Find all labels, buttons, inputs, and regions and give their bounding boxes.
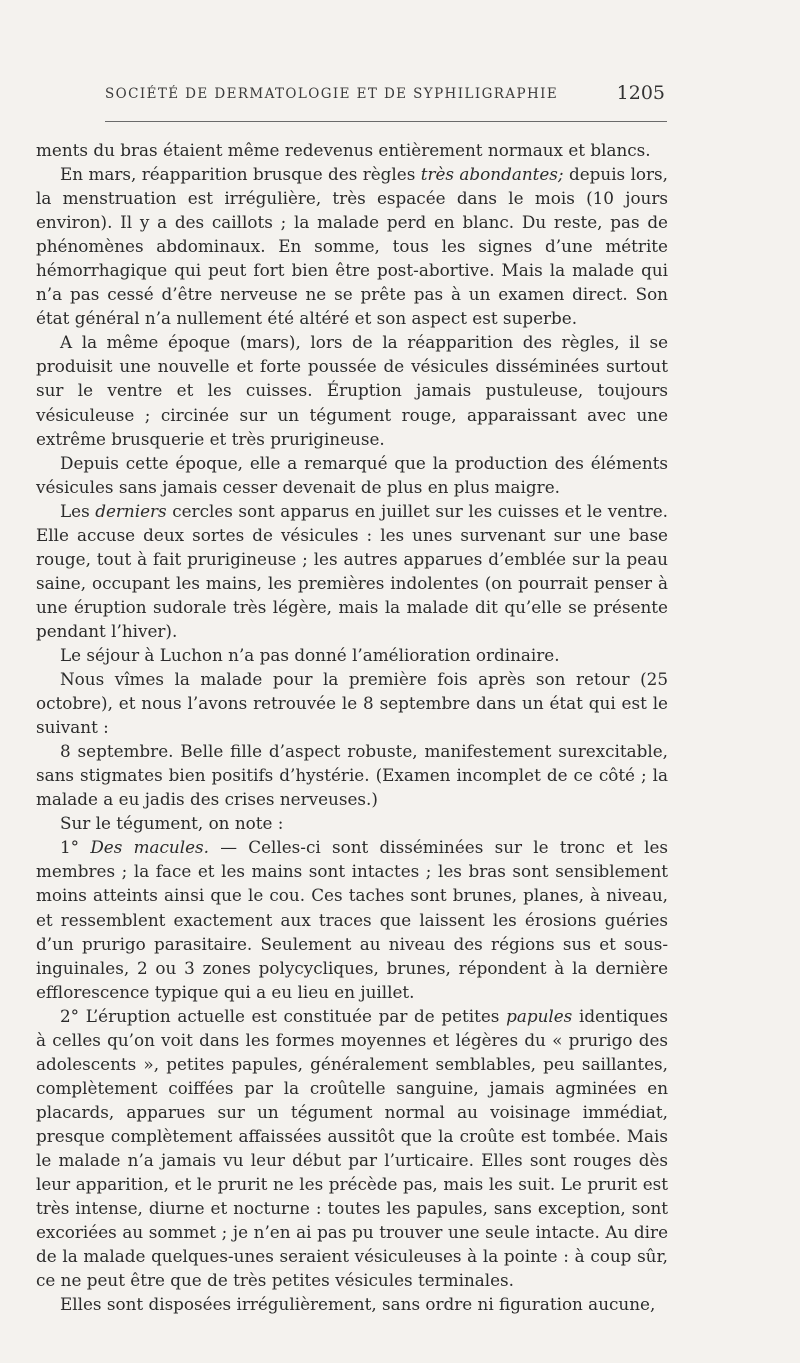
paragraph: Nous vîmes la malade pour la première fois après son retour (25 octobre), et nous l’avons retrouvée le 8 septembre dans un état qui est le suivant : (36, 669, 668, 738)
paragraph: En mars, réapparition brusque des règles très abondantes; depuis lors, la menstruation est irrégulière, très espacée dans le mois (10 jours environ). Il y a des caillots ; la malade perd en blanc. Du reste, pas de phénomènes abdominaux. En somme, tous les signes d’une métrite hémorrhagique qui peut fort bien être post-abortive. Mais la malade qui n’a pas cessé d’être nerveuse ne se prête pas à un examen direct. Son état général n’a nullement été altéré et son aspect est superbe. (36, 164, 669, 329)
paragraph: Elles sont disposées irrégulièrement, sans ordre ni figuration aucune, (60, 1294, 656, 1315)
italic-phrase: Des macules. (90, 837, 209, 858)
paragraph: ments du bras étaient même redevenus entièrement normaux et blancs. (36, 140, 651, 160)
paragraph: 8 septembre. Belle fille d’aspect robuste, manifestement surexcitable, sans stigmates bien positifs d’hystérie. (Examen incomplet de ce côté ; la malade a eu jadis des crises nerveuses.) (36, 741, 668, 810)
paragraph: A la même époque (mars), lors de la réapparition des règles, il se produisit une nouvelle et forte poussée de vésicules disséminées surtout sur le ventre et les cuisses. Éruption jamais pustuleuse, toujours vésiculeuse ; circinée sur un tégument rouge, apparaissant avec une extrême brusquerie et très prurigineuse. (36, 332, 668, 449)
paragraph: 1° Des macules. — Celles-ci sont disséminées sur le tronc et les membres ; la face et les mains sont intactes ; les bras sont sensiblement moins atteints ainsi que le cou. Ces taches sont brunes, planes, à niveau, et ressemblent exactement aux traces que laissent les érosions guéries d’un prurigo parasitaire. Seulement au niveau des régions sus et sous-inguinales, 2 ou 3 zones polycycliques, brunes, répondent à la dernière efflorescence typique qui a eu lieu en juillet. (36, 837, 669, 1002)
italic-phrase: très abondantes; (420, 164, 564, 185)
paragraph: Depuis cette époque, elle a remarqué que la production des éléments vésicules sans jamais cesser devenait de plus en plus maigre. (36, 452, 668, 497)
body-text (36, 138, 668, 1316)
italic-phrase: derniers (95, 500, 167, 521)
paragraph: Les derniers cercles sont apparus en juillet sur les cuisses et le ventre. Elle accuse deux sortes de vésicules : les unes survenant sur une base rouge, tout à fait prurigineuse ; les autres apparues d’emblée sur la peau saine, occupant les mains, les premières indolentes (on pourrait penser à une éruption sudorale très légère, mais la malade dit qu’elle se présente pendant l’hiver). (36, 500, 668, 641)
italic-phrase: papules (506, 1005, 573, 1026)
page-header (105, 82, 665, 110)
running-title: SOCIÉTÉ DE DERMATOLOGIE ET DE SYPHILIGRAPHIE (105, 86, 559, 102)
page-number: 1205 (616, 82, 665, 104)
paragraph: Le séjour à Luchon n’a pas donné l’amélioration ordinaire. (60, 644, 560, 665)
header-rule (105, 121, 667, 122)
paragraph: Sur le tégument, on note : (60, 813, 284, 834)
paragraph: 2° L’éruption actuelle est constituée par de petites papules identiques à celles qu’on voit dans les formes moyennes et légères du « prurigo des adolescents », petites papules, généralement semblables, peu saillantes, complètement coiffées par la croûtelle sanguine, jamais agminées en placards, apparues sur un tégument normal au voisinage immédiat, presque complètement affaissées aussitôt que la croûte est tombée. Mais le malade n’a jamais vu leur début par l’urticaire. Elles sont rouges dès leur apparition, et le prurit ne les précède pas, mais les suit. Le prurit est très intense, diurne et nocturne : toutes les papules, sans exception, sont excoriées au sommet ; je n’en ai pas pu trouver une seule intacte. Au dire de la malade quelques-unes seraient vésiculeuses à la pointe : à coup sûr, ce ne peut être que de très petites vésicules terminales. (36, 1005, 669, 1291)
